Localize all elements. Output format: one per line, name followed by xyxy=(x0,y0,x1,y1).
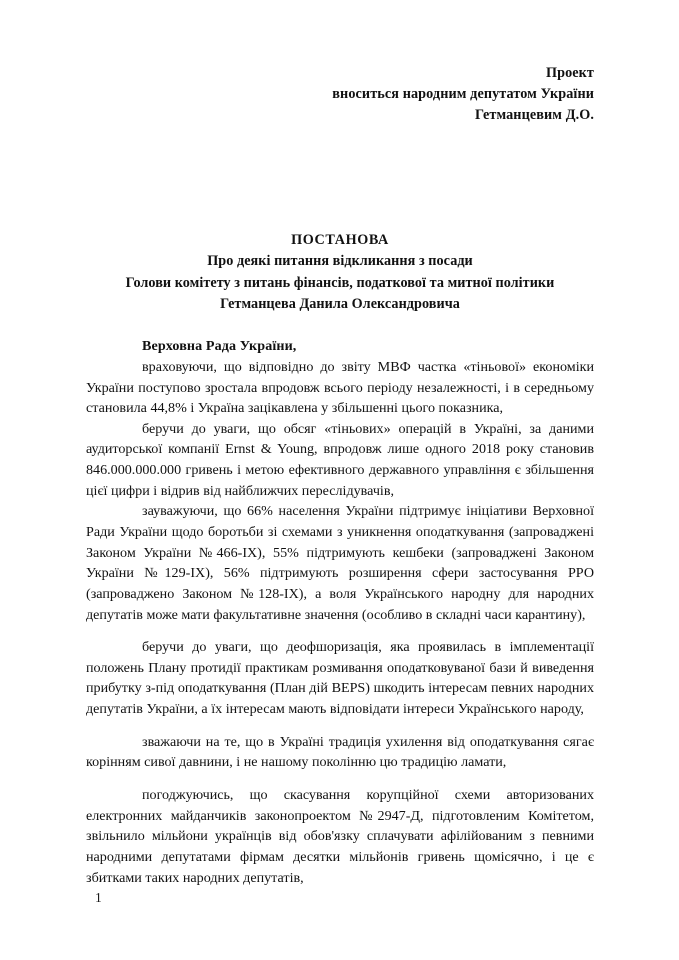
title-subtitle-line-1: Про деякі питання відкликання з посади xyxy=(207,253,473,270)
document-body xyxy=(86,336,594,888)
body-paragraph-1: враховуючи, що відповідно до звіту МВФ частка «тіньової» економіки України поступово зростала впродовж всього періоду незалежності, і в середньому становила 44,8% і Україна зацікавлена у збільшенні цього показника, xyxy=(86,358,594,417)
body-paragraph-2: беручи до уваги, що обсяг «тіньових» операцій в Україні, за даними аудиторської компанії Ernst & Young, впродовж лише одного 2018 року становив 846.000.000.000 гривень і метою ефективного державного управління є збільшення цієї цифри і відрив від найближчих переслідувачів, xyxy=(86,420,594,499)
header-line-project: Проект xyxy=(545,65,594,81)
page-title: ПОСТАНОВА xyxy=(291,232,389,249)
document-title-block xyxy=(86,230,594,315)
header-line-author: Гетманцевим Д.О. xyxy=(474,107,594,124)
document-header xyxy=(86,63,594,126)
body-paragraph-4: беручи до уваги, що деофшоризація, яка проявилась в імплементації положень Плану протидії практикам розмивання оподатковуваної бази й виведення прибутку з-під оподаткування (План дій BEPS) шкодить інтересам певних народних депутатів України, а їх інтересам мають відповідати інтереси Українського народу, xyxy=(86,639,594,718)
body-lead-addressee: Верховна Рада України, xyxy=(142,338,297,355)
body-paragraph-5: зважаючи на те, що в Україні традиція ухилення від оподаткування сягає корінням сивої давнини, і не нашому поколінню цю традицію ламати, xyxy=(86,733,594,771)
page-number: 1 xyxy=(95,890,102,905)
page-content xyxy=(86,0,594,888)
body-paragraph-6: погоджуючись, що скасування корупційної схеми авторизованих електронних майданчиків законопроектом №2947-Д, підготовленим Комітетом, звільнило мільйони українців від обов'язку сплачувати афілійованим з певними народними депутатами фірмам десятки мільйонів гривень щомісячно, і це є збитками таких народних депутатів, xyxy=(86,787,594,886)
header-line-submitted-by: вноситься народним депутатом України xyxy=(332,86,594,103)
title-subtitle-line-2: Голови комітету з питань фінансів, податкової та митної політики xyxy=(125,274,555,291)
body-paragraph-3: зауважуючи, що 66% населення України підтримує ініціативи Верховної Ради України щодо боротьби зі схемами з уникнення оподаткування (запроваджені Законом України №466-IX), 55% підтримують кешбеки (запроваджені Законом України №129-IX), 56% підтримують розширення сфери застосування РРО (запроваджено Законом №128-IX), а воля Українського народну для народних депутатів може мати факультативне значення (особливо в складні часи карантину), xyxy=(86,503,594,623)
title-subtitle-line-3: Гетманцева Данила Олександровича xyxy=(220,295,460,312)
